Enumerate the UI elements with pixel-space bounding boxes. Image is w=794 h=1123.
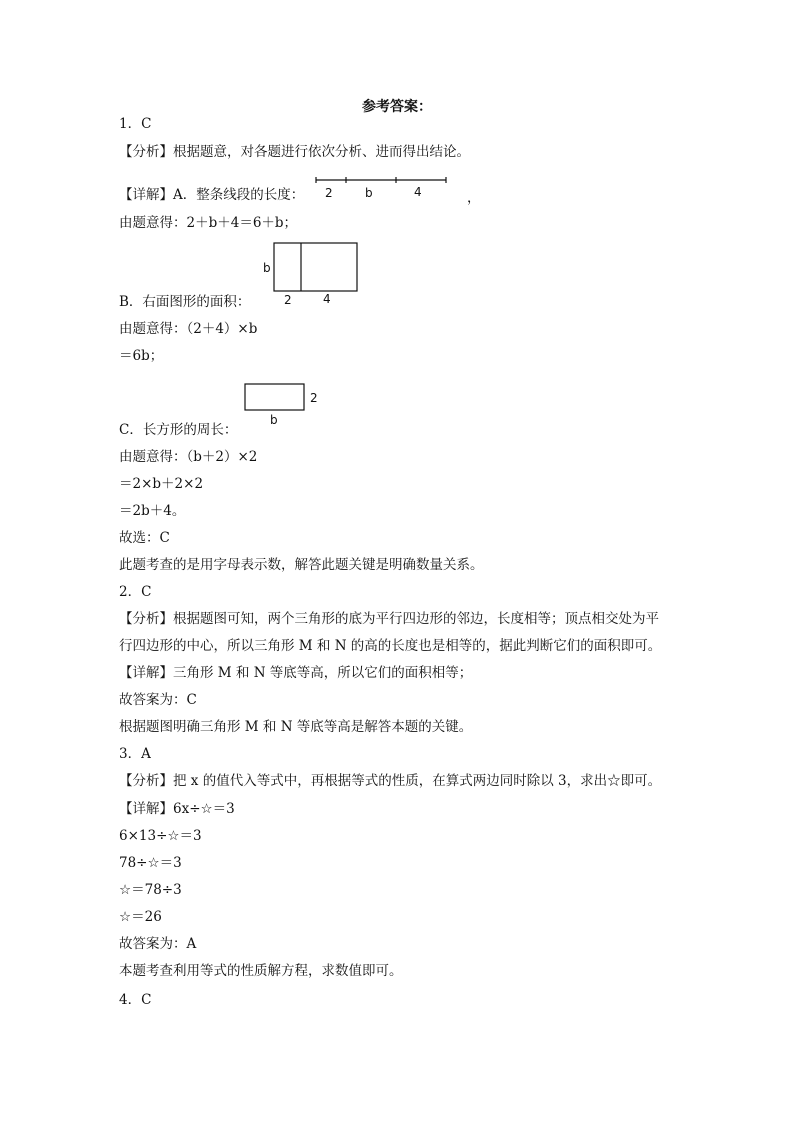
rect-c-width-label: b: [270, 413, 278, 427]
q3-answer: 3．A: [119, 746, 151, 762]
q2-answer: 2．C: [119, 584, 152, 600]
segment-label-4: 4: [414, 185, 422, 199]
segment-label-b: b: [365, 186, 373, 200]
q1-analysis: 【分析】根据题意，对各题进行依次分析、进而得出结论。: [119, 144, 470, 160]
rect-c-height-label: 2: [310, 391, 318, 405]
q3-result: 故答案为：A: [119, 936, 197, 952]
q2-comment: 根据题图明确三角形 M 和 N 等底等高是解答本题的关键。: [119, 719, 473, 735]
q1-step-b1: 由题意得：（2＋4）×b: [119, 321, 258, 337]
q1-step-c1: 由题意得：（b＋2）×2: [119, 449, 258, 465]
q1-step-b2: ＝6b；: [119, 348, 164, 364]
rectangle-figure-b: [273, 242, 359, 294]
q3-step-3: ☆＝78÷3: [119, 882, 182, 898]
q1-label-b: B．右面图形的面积：: [119, 294, 251, 310]
q1-detail-a: 【详解】A．整条线段的长度：: [119, 187, 305, 203]
q3-step-1: 6×13÷☆＝3: [119, 828, 202, 844]
rect-b-right-width-label: 4: [323, 292, 331, 306]
q2-analysis-1: 【分析】根据题图可知，两个三角形的底为平行四边形的邻边，长度相等；顶点相交处为平: [119, 611, 659, 627]
rect-c-outline: [245, 384, 304, 410]
segment-label-2: 2: [325, 186, 333, 200]
q1-step-c2: ＝2×b＋2×2: [119, 476, 204, 492]
segment-comma: ，: [467, 190, 481, 206]
rect-outline: [274, 243, 357, 291]
q2-detail: 【详解】三角形 M 和 N 等底等高，所以它们的面积相等；: [119, 665, 473, 681]
q1-label-c: C．长方形的周长：: [119, 422, 238, 438]
q3-comment: 本题考查利用等式的性质解方程，求数值即可。: [119, 963, 403, 979]
q3-analysis: 【分析】把 x 的值代入等式中，再根据等式的性质，在算式两边同时除以 3，求出☆即可。: [119, 773, 662, 789]
q1-choice: 故选：C: [119, 530, 170, 546]
q3-detail: 【详解】6x÷☆＝3: [119, 801, 235, 817]
q1-step-c3: ＝2b＋4。: [119, 503, 186, 519]
rectangle-figure-c: [244, 383, 306, 413]
q1-step-a: 由题意得：2＋b＋4＝6＋b；: [119, 215, 298, 231]
q1-answer: 1．C: [119, 116, 152, 132]
q2-analysis-2: 行四边形的中心，所以三角形 M 和 N 的高的长度也是相等的，据此判断它们的面积即可。: [119, 638, 662, 654]
q3-step-2: 78÷☆＝3: [119, 855, 182, 871]
rect-b-height-label: b: [263, 261, 271, 275]
q4-answer: 4．C: [119, 992, 152, 1008]
q1-comment: 此题考查的是用字母表示数，解答此题关键是明确数量关系。: [119, 557, 484, 573]
q2-result: 故答案为：C: [119, 692, 197, 708]
rect-b-left-width-label: 2: [284, 293, 292, 307]
page-title: 参考答案：: [362, 99, 432, 115]
q3-step-4: ☆＝26: [119, 909, 162, 925]
